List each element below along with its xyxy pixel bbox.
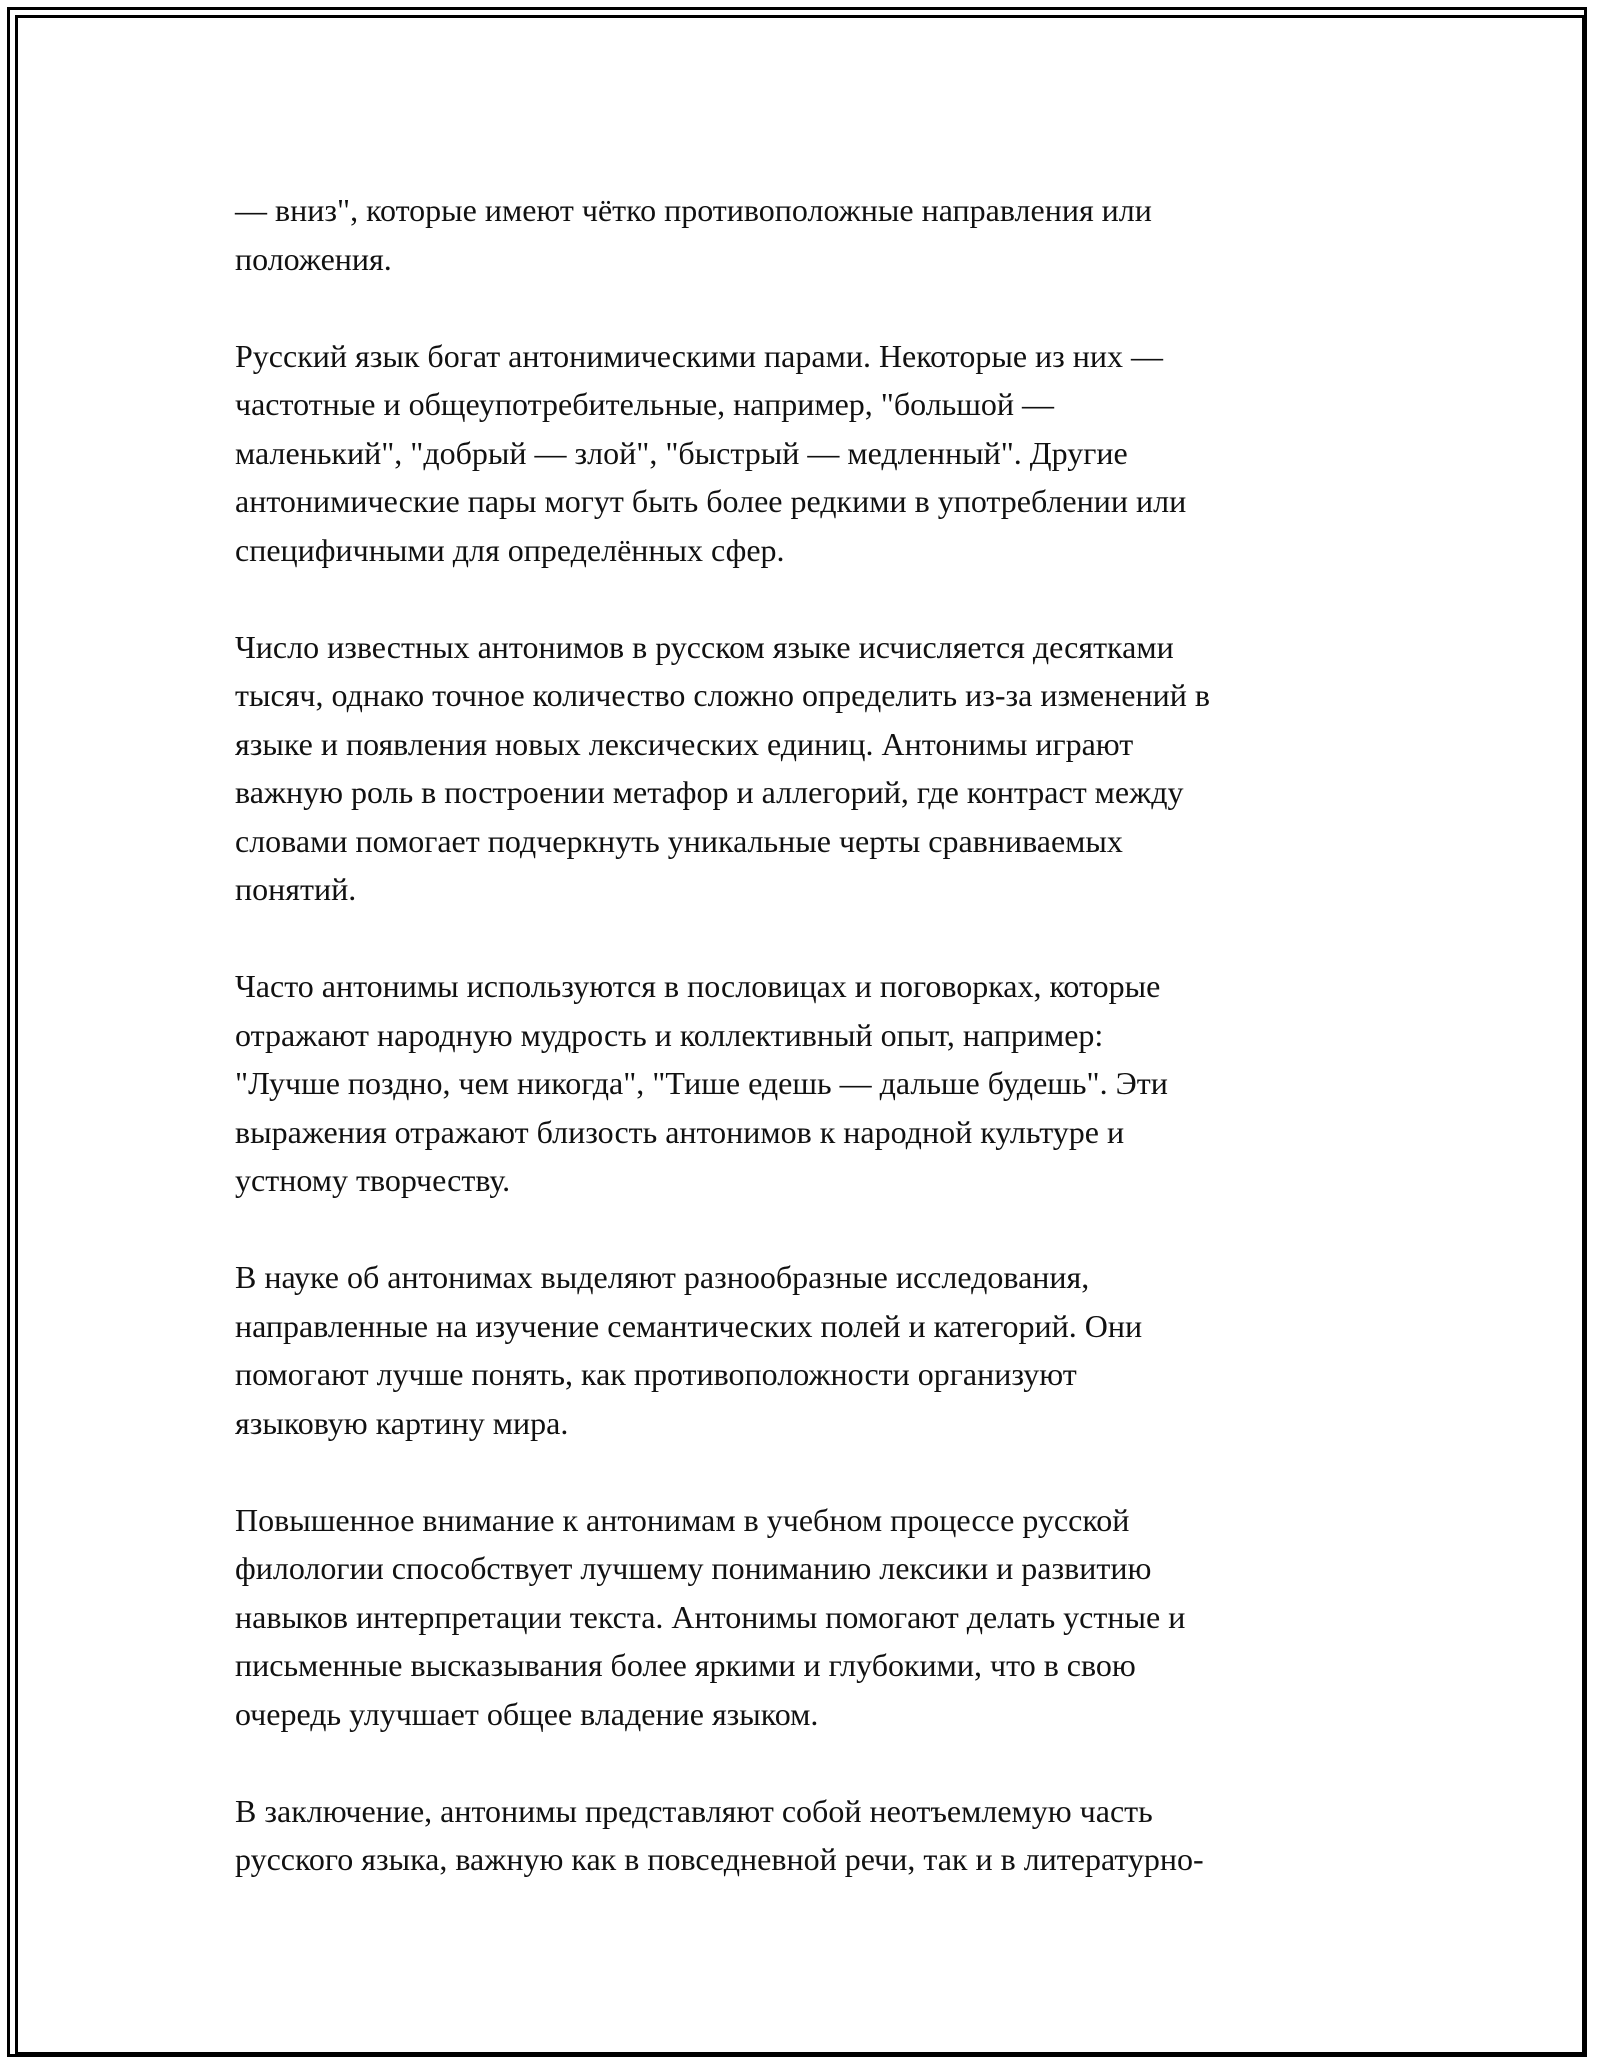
paragraph-antonym-count: Число известных антонимов в русском языке исчисляется десятками тысяч, однако точное количество сложно определить из-за изменений в языке и появления новых лексических единиц. Антонимы играют важную роль в построении метафор и аллегорий, где контраст между словами помогает подчеркнуть уникальные черты сравниваемых понятий. [235, 628, 1210, 907]
paragraph-antonym-pairs: Русский язык богат антонимическими парами. Некоторые из них — частотные и общеупотребительные, например, "большой — маленький", "добрый — злой", "быстрый — медленный". Другие антонимические пары могут быть более редкими в употреблении или специфичными для определённых сфер. [235, 337, 1187, 568]
paragraph-proverbs: Часто антонимы используются в пословицах и поговорках, которые отражают народную мудрость и коллективный опыт, например: "Лучше поздно, чем никогда", "Тише едешь — дальше будешь". Эти выражения отражают близость антонимов к народной культуре и устному творчеству. [235, 968, 1168, 1198]
document-body [235, 186, 1415, 1932]
paragraph-conclusion: В заключение, антонимы представляют собой неотъемлемую часть русского языка, важную как в повседневной речи, так и в литературно- [235, 1792, 1204, 1877]
paragraph-continuation: — вниз", которые имеют чётко противоположные направления или положения. [235, 192, 1152, 277]
paragraph-education: Повышенное внимание к антонимам в учебном процессе русской филологии способствует лучшему пониманию лексики и развитию навыков интерпретации текста. Антонимы помогают делать устные и письменные высказывания более яркими и глубокими, что в свою очередь улучшает общее владение языком. [235, 1501, 1186, 1732]
paragraph-research: В науке об антонимах выделяют разнообразные исследования, направленные на изучение семантических полей и категорий. Они помогают лучше понять, как противоположности организуют языковую картину мира. [235, 1259, 1143, 1441]
